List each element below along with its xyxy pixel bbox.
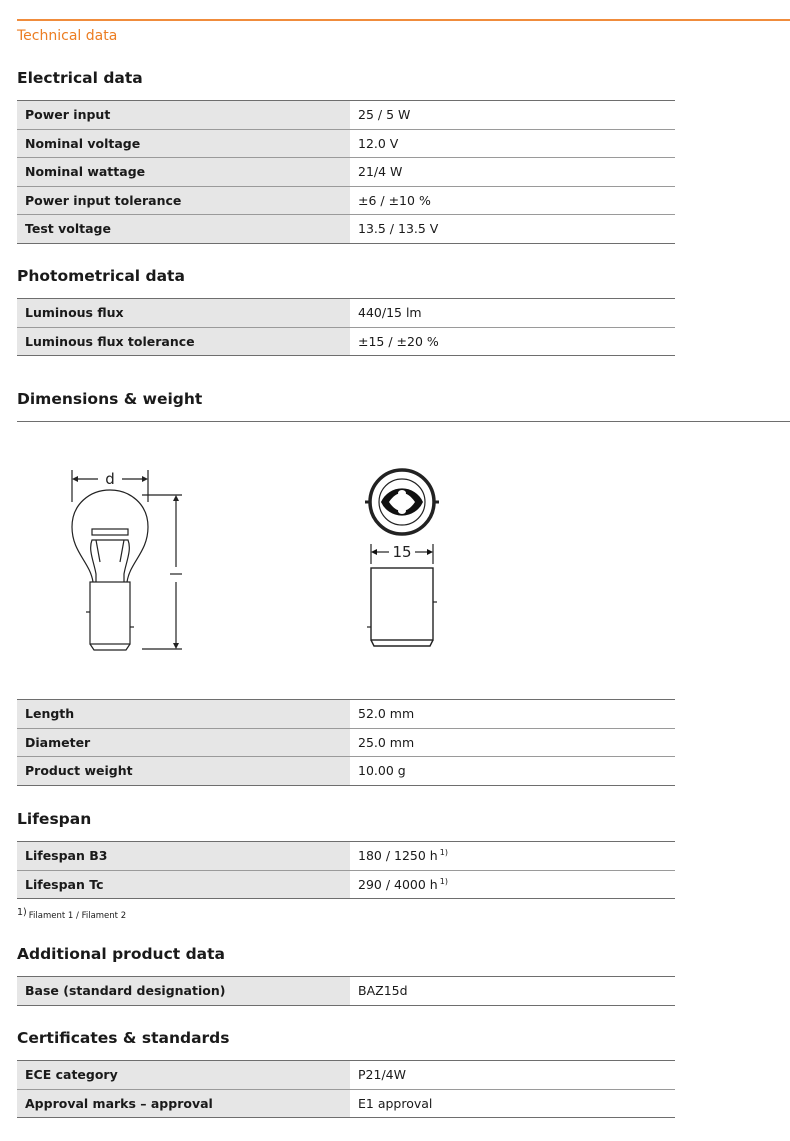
footnote-marker: 1) [439,848,448,858]
additional-table [17,976,675,1006]
row-value [350,842,675,871]
row-value: 13.5 / 13.5 V [350,215,675,244]
certificates-table [17,1060,675,1118]
row-label: Diameter [17,728,350,757]
section-heading-dimensions: Dimensions & weight [17,390,203,408]
table-row [17,158,675,187]
row-value: P21/4W [350,1061,675,1090]
row-label: Base (standard designation) [17,977,350,1006]
section-heading-lifespan: Lifespan [17,810,92,828]
table-row [17,186,675,215]
electrical-table [17,100,675,244]
section-heading-additional: Additional product data [17,945,226,963]
row-value: 25 / 5 W [350,101,675,130]
section-heading-electrical: Electrical data [17,69,143,87]
footnote-marker: 1) [439,876,448,886]
row-label: Length [17,700,350,729]
footnote-text: Filament 1 / Filament 2 [28,911,127,921]
section-heading-photometrical: Photometrical data [17,267,185,285]
table-row [17,757,675,786]
table-row [17,1061,675,1090]
table-row [17,327,675,356]
row-value: E1 approval [350,1089,675,1118]
row-value-text: 180 / 1250 h [358,848,438,864]
table-row [17,1089,675,1118]
row-label: Power input tolerance [17,186,350,215]
table-row [17,101,675,130]
table-row [17,215,675,244]
bulb-base-view-drawing [355,462,455,657]
row-label: Luminous flux tolerance [17,327,350,356]
row-value: BAZ15d [350,977,675,1006]
row-value: ±15 / ±20 % [350,327,675,356]
table-row [17,299,675,328]
row-value: 10.00 g [350,757,675,786]
row-label: Nominal wattage [17,158,350,187]
row-label: Product weight [17,757,350,786]
section-rule [17,421,790,422]
row-label: Test voltage [17,215,350,244]
row-label: Power input [17,101,350,130]
doc-title: Technical data [17,28,118,44]
table-row [17,977,675,1006]
footnote [17,907,126,921]
row-value: 12.0 V [350,129,675,158]
table-row [17,870,675,899]
table-row [17,842,675,871]
section-heading-certificates: Certificates & standards [17,1029,230,1047]
row-label: Nominal voltage [17,129,350,158]
row-value: 440/15 lm [350,299,675,328]
row-label: ECE category [17,1061,350,1090]
header-rule [17,19,790,21]
bulb-side-view-drawing [60,462,200,657]
row-value: 25.0 mm [350,728,675,757]
dimensions-table [17,699,675,786]
row-value-text: 290 / 4000 h [358,876,438,892]
row-label: Approval marks – approval [17,1089,350,1118]
row-value: ±6 / ±10 % [350,186,675,215]
table-row [17,728,675,757]
row-value: 52.0 mm [350,700,675,729]
row-label: Lifespan B3 [17,842,350,871]
base-width-label: 15 [392,543,412,561]
photometrical-table [17,298,675,356]
row-value [350,870,675,899]
footnote-mark: 1) [17,907,27,918]
row-value: 21/4 W [350,158,675,187]
lifespan-table [17,841,675,899]
table-row [17,129,675,158]
diameter-label: d [105,470,115,488]
row-label: Luminous flux [17,299,350,328]
row-label: Lifespan Tc [17,870,350,899]
table-row [17,700,675,729]
